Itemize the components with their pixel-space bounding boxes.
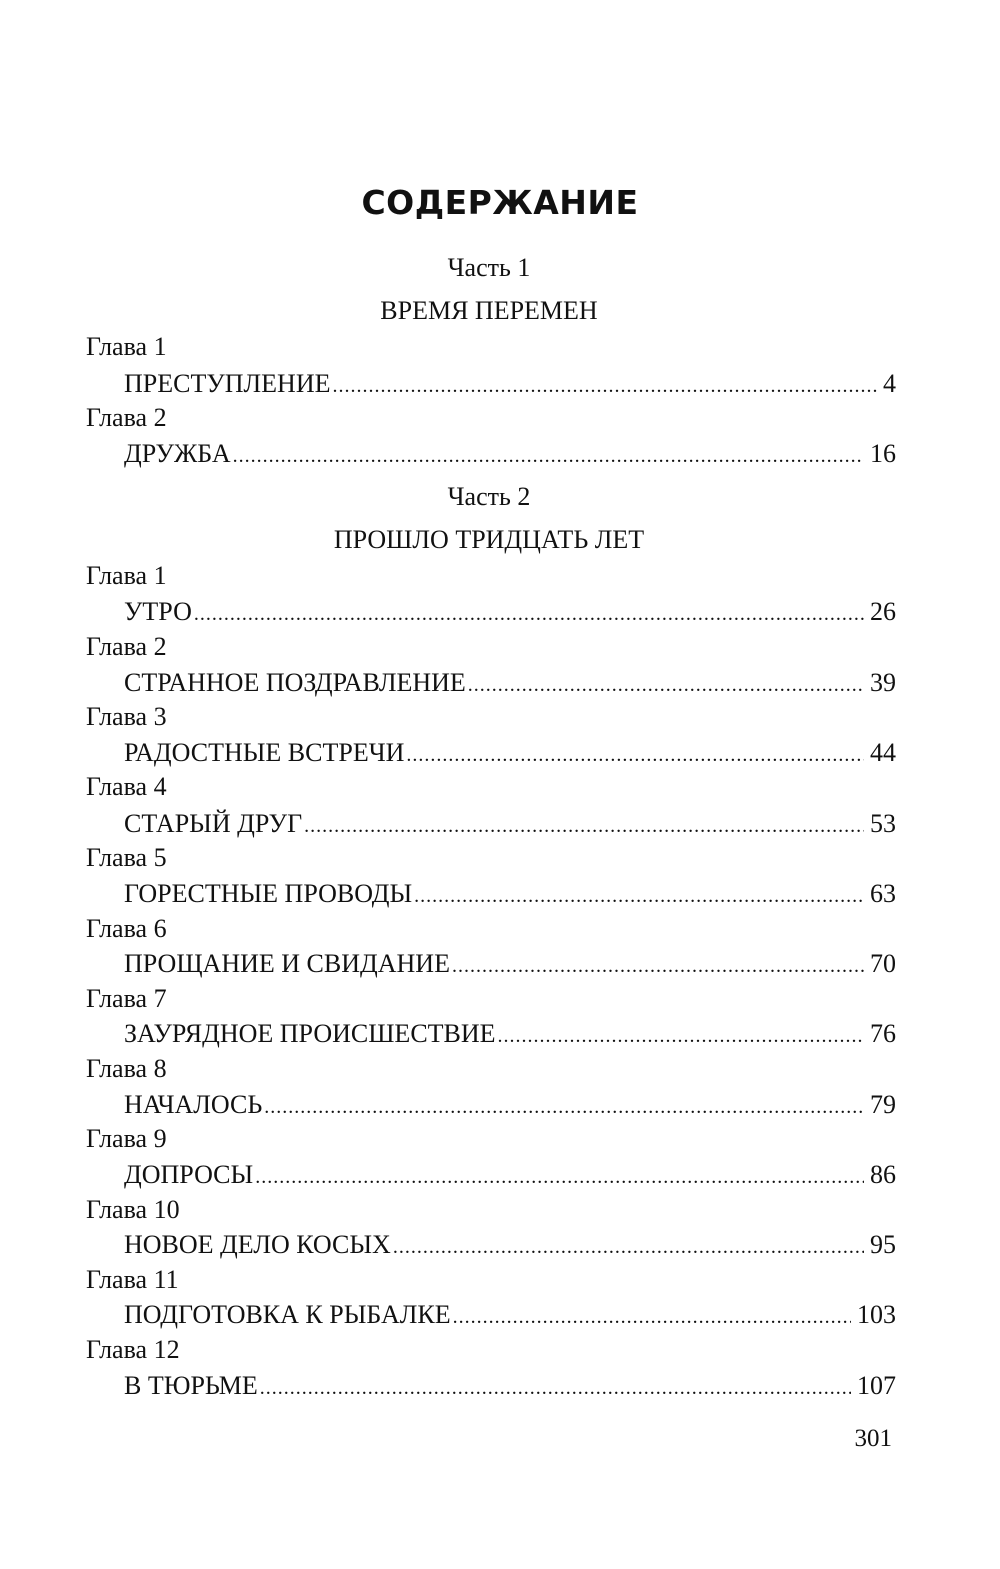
toc-entry-title: НАЧАЛОСЬ	[124, 1090, 263, 1119]
dot-leader	[304, 808, 864, 844]
toc-entry-page: 26	[870, 597, 896, 626]
toc-entry-page: 76	[870, 1019, 896, 1048]
toc-entry[interactable]	[124, 1368, 896, 1406]
chapter-label: Глава 6	[86, 914, 167, 943]
toc-entry-title: ДОПРОСЫ	[124, 1160, 254, 1189]
toc-entry-page: 79	[870, 1090, 896, 1119]
toc-entry-title: ПОДГОТОВКА К РЫБАЛКЕ	[124, 1300, 451, 1329]
toc-entry-title: ПРЕСТУПЛЕНИЕ	[124, 369, 331, 398]
toc-entry-title: РАДОСТНЫЕ ВСТРЕЧИ	[124, 738, 405, 767]
toc-entry[interactable]	[124, 735, 896, 773]
toc-entry[interactable]	[124, 806, 896, 844]
chapter-label: Глава 10	[86, 1195, 180, 1224]
toc-entry-title: УТРО	[124, 597, 192, 626]
toc-entry[interactable]	[124, 1016, 896, 1054]
toc-entry-title: ГОРЕСТНЫЕ ПРОВОДЫ	[124, 879, 413, 908]
dot-leader	[453, 1299, 851, 1335]
chapter-label: Глава 1	[86, 332, 167, 361]
dot-leader	[468, 667, 864, 703]
part-1-title: ВРЕМЯ ПЕРЕМЕН	[380, 296, 598, 325]
chapter-label: Глава 2	[86, 632, 167, 661]
toc-entry-title: НОВОЕ ДЕЛО КОСЫХ	[124, 1230, 391, 1259]
toc-entry-page: 53	[870, 809, 896, 838]
toc-entry-title: ЗАУРЯДНОЕ ПРОИСШЕСТВИЕ	[124, 1019, 496, 1048]
toc-entry-title: СТАРЫЙ ДРУГ	[124, 809, 303, 838]
toc-entry-page: 70	[870, 949, 896, 978]
toc-entry-title: ПРОЩАНИЕ И СВИДАНИЕ	[124, 949, 450, 978]
dot-leader	[414, 878, 864, 914]
toc-entry[interactable]	[124, 1157, 896, 1195]
toc-entry[interactable]	[124, 594, 896, 632]
toc-entry-page: 44	[870, 738, 896, 767]
dot-leader	[233, 438, 864, 474]
chapter-label: Глава 7	[86, 984, 167, 1013]
part-1-label: Часть 1	[447, 253, 531, 282]
toc-entry[interactable]	[124, 876, 896, 914]
dot-leader	[452, 948, 864, 984]
chapter-label: Глава 9	[86, 1124, 167, 1153]
dot-leader	[406, 737, 864, 773]
toc-entry-title: В ТЮРЬМЕ	[124, 1371, 258, 1400]
toc-entry-page: 95	[870, 1230, 896, 1259]
dot-leader	[194, 596, 864, 632]
toc-entry-page: 86	[870, 1160, 896, 1189]
toc-entry-page: 107	[857, 1371, 896, 1400]
dot-leader	[393, 1229, 864, 1265]
chapter-label: Глава 4	[86, 772, 167, 801]
chapter-label: Глава 1	[86, 561, 167, 590]
toc-entry-page: 39	[870, 668, 896, 697]
toc-entry[interactable]	[124, 1227, 896, 1265]
chapter-label: Глава 3	[86, 702, 167, 731]
chapter-label: Глава 5	[86, 843, 167, 872]
part-2-title: ПРОШЛО ТРИДЦАТЬ ЛЕТ	[333, 525, 645, 554]
toc-entry[interactable]	[124, 665, 896, 703]
toc-entry-page: 103	[857, 1300, 896, 1329]
page-number: 301	[854, 1425, 892, 1452]
toc-entry[interactable]	[124, 366, 896, 404]
toc-entry[interactable]	[124, 946, 896, 984]
toc-entry[interactable]	[124, 436, 896, 474]
dot-leader	[260, 1370, 851, 1406]
page-title: СОДЕРЖАНИЕ	[361, 183, 639, 222]
dot-leader	[255, 1159, 864, 1195]
dot-leader	[332, 368, 877, 404]
dot-leader	[264, 1089, 864, 1125]
chapter-label: Глава 11	[86, 1265, 179, 1294]
dot-leader	[498, 1018, 864, 1054]
toc-entry-page: 4	[883, 369, 896, 398]
toc-entry[interactable]	[124, 1087, 896, 1125]
part-2-label: Часть 2	[447, 482, 531, 511]
toc-entry-page: 63	[870, 879, 896, 908]
toc-entry-title: ДРУЖБА	[124, 439, 231, 468]
toc-entry[interactable]	[124, 1297, 896, 1335]
chapter-label: Глава 12	[86, 1335, 180, 1364]
toc-entry-title: СТРАННОЕ ПОЗДРАВЛЕНИЕ	[124, 668, 466, 697]
toc-entry-page: 16	[870, 439, 896, 468]
chapter-label: Глава 8	[86, 1054, 167, 1083]
chapter-label: Глава 2	[86, 403, 167, 432]
